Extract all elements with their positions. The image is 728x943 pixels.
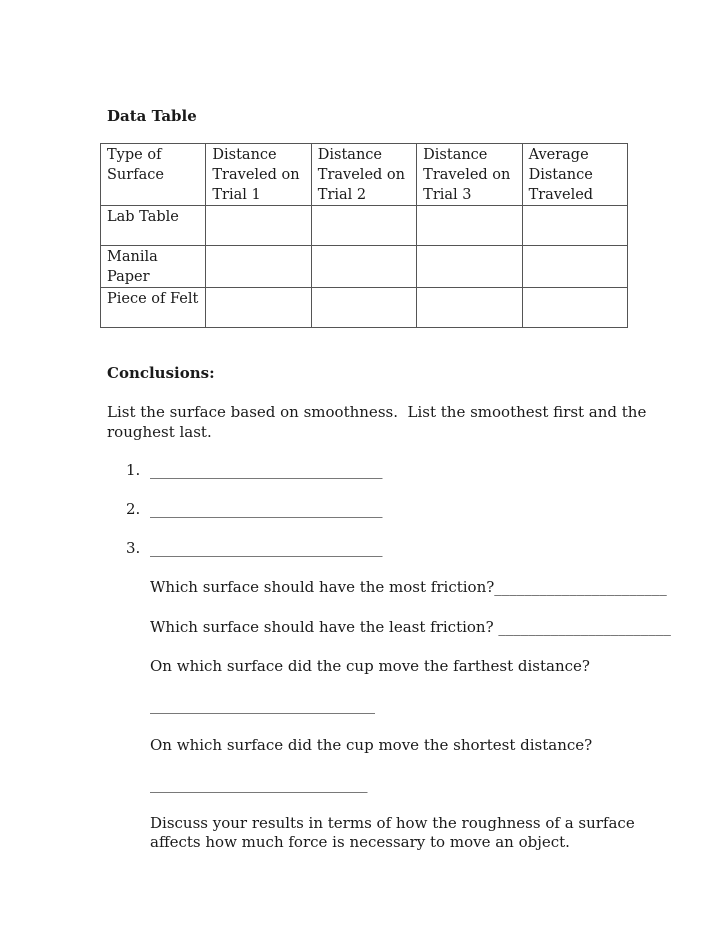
trial-1-cell[interactable] — [206, 246, 311, 288]
table-header-row — [101, 144, 628, 206]
header-cell-trial-1: Distance Traveled on Trial 1 — [206, 144, 311, 206]
surface-cell-manila-paper: Manila Paper — [101, 246, 206, 288]
answer-blank[interactable]: _______________________________ — [150, 500, 383, 518]
question-least-friction: Which surface should have the least friction? _______________________ — [150, 618, 671, 636]
table-row — [101, 206, 628, 246]
instruction-line-2: roughest last. — [107, 423, 212, 441]
discuss-line-2: affects how much force is necessary to move an object. — [150, 833, 570, 851]
table-row — [101, 288, 628, 328]
average-cell[interactable] — [522, 288, 627, 328]
header-cell-average: Average Distance Traveled — [522, 144, 627, 206]
data-table-heading: Data Table — [107, 107, 197, 125]
instruction-line-1: List the surface based on smoothness. List the smoothest first and the — [107, 403, 647, 421]
discuss-line-1: Discuss your results in terms of how the roughness of a surface — [150, 814, 635, 832]
trial-3-cell[interactable] — [417, 206, 522, 246]
question-most-friction: Which surface should have the most friction?_______________________ — [150, 578, 667, 596]
trial-3-cell[interactable] — [417, 288, 522, 328]
answer-blank-shortest[interactable]: _____________________________ — [150, 775, 368, 793]
question-shortest: On which surface did the cup move the shortest distance? — [150, 736, 593, 754]
trial-3-cell[interactable] — [417, 246, 522, 288]
list-number: 1. — [126, 461, 141, 479]
trial-1-cell[interactable] — [206, 206, 311, 246]
question-farthest: On which surface did the cup move the farthest distance? — [150, 657, 590, 675]
surface-cell-lab-table: Lab Table — [101, 206, 206, 246]
trial-2-cell[interactable] — [311, 288, 416, 328]
surface-cell-piece-of-felt: Piece of Felt — [101, 288, 206, 328]
trial-2-cell[interactable] — [311, 206, 416, 246]
list-number: 2. — [126, 500, 141, 518]
average-cell[interactable] — [522, 206, 627, 246]
answer-blank[interactable]: _______________________________ — [150, 461, 383, 479]
conclusions-heading: Conclusions: — [107, 364, 215, 382]
average-cell[interactable] — [522, 246, 627, 288]
list-number: 3. — [126, 539, 141, 557]
table-row — [101, 246, 628, 288]
trial-1-cell[interactable] — [206, 288, 311, 328]
answer-blank[interactable]: _______________________________ — [150, 539, 383, 557]
answer-blank-farthest[interactable]: ______________________________ — [150, 696, 375, 714]
header-cell-type-of-surface: Type of Surface — [101, 144, 206, 206]
header-cell-trial-3: Distance Traveled on Trial 3 — [417, 144, 522, 206]
data-table — [100, 143, 628, 328]
trial-2-cell[interactable] — [311, 246, 416, 288]
header-cell-trial-2: Distance Traveled on Trial 2 — [311, 144, 416, 206]
